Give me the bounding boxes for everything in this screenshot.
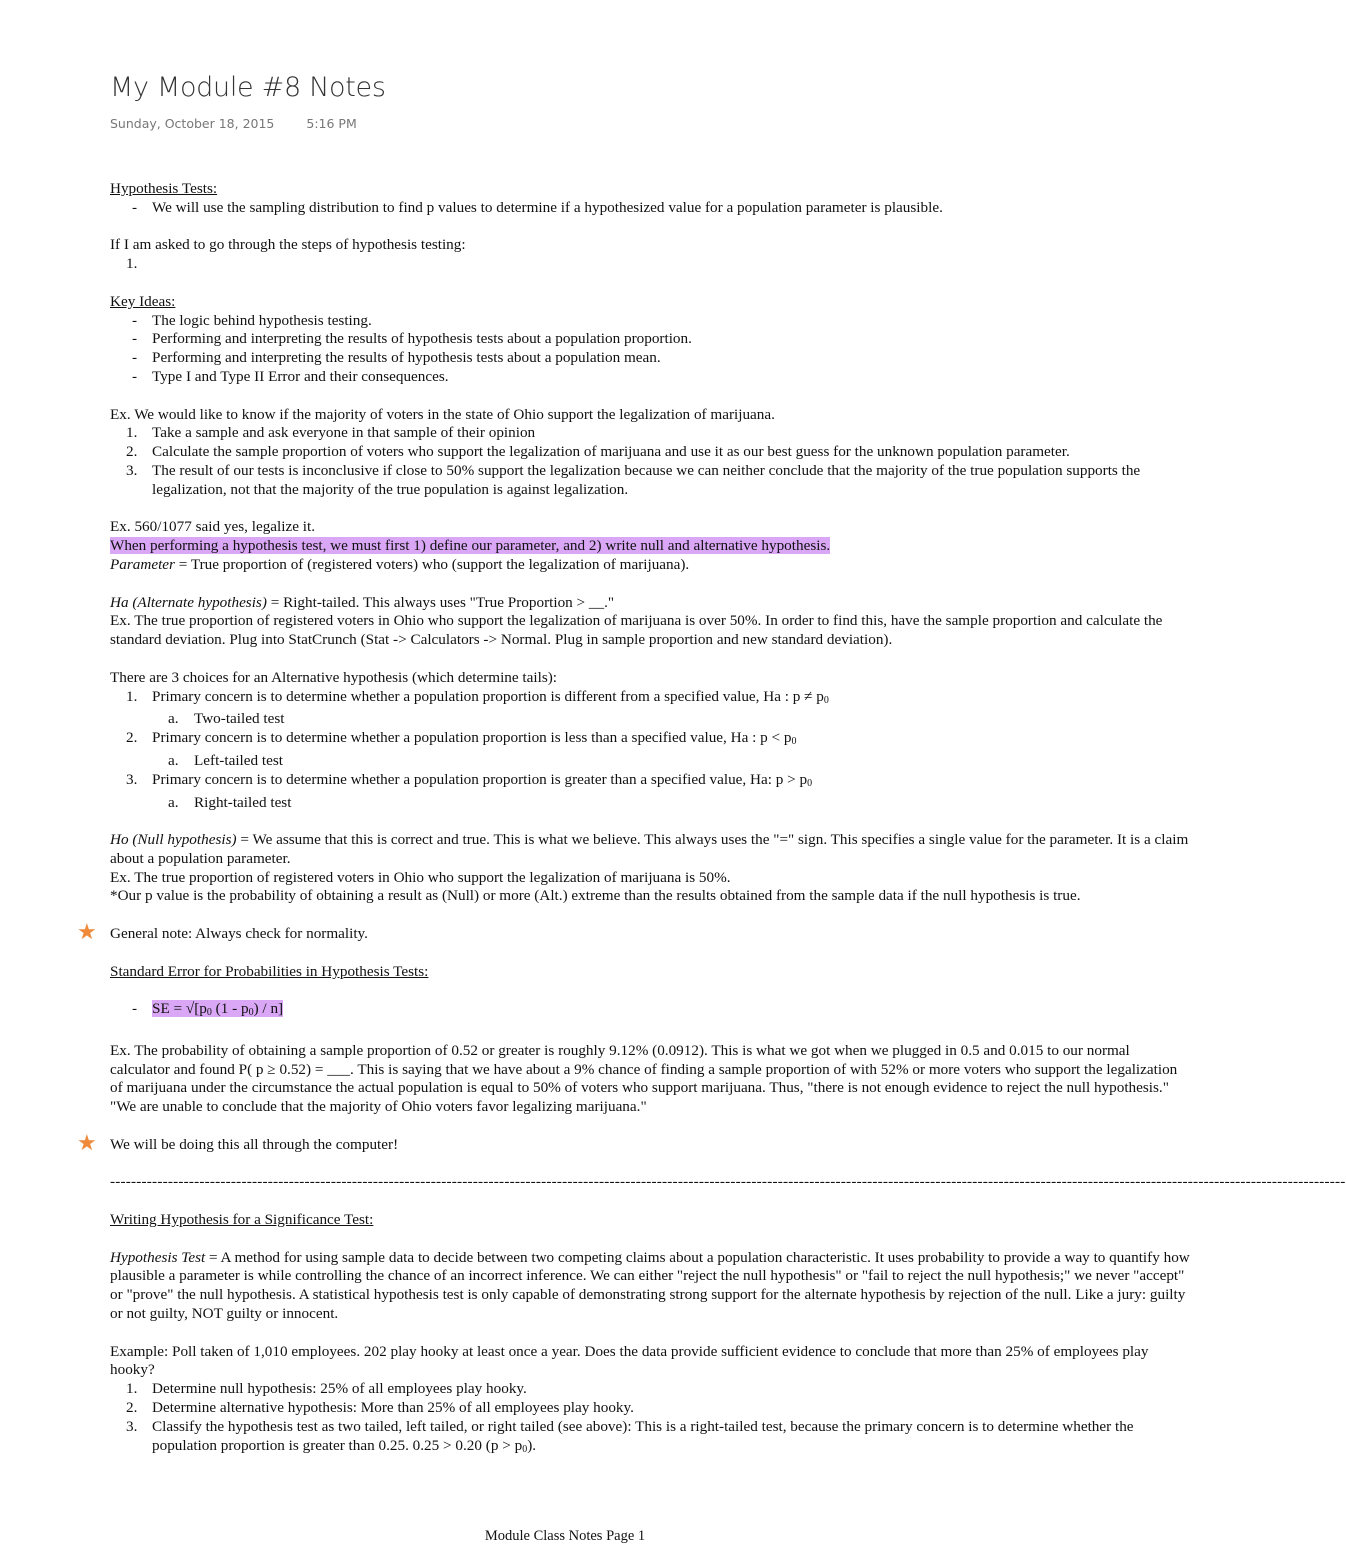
highlighted-paragraph xyxy=(110,537,1190,556)
paragraph xyxy=(110,556,1190,575)
star-icon: ★ xyxy=(77,1130,97,1156)
section-heading: Hypothesis Tests: xyxy=(110,180,218,197)
list-item: - Type I and Type II Error and their consequences. xyxy=(110,368,1190,387)
page-title: My Module #8 Notes xyxy=(110,72,386,103)
term-label: Parameter xyxy=(110,555,175,573)
subscript: 0 xyxy=(807,777,813,789)
note-content[interactable] xyxy=(77,180,1346,1459)
paragraph xyxy=(110,594,1190,613)
list-item xyxy=(110,462,1190,500)
list-number: 3. xyxy=(126,461,138,479)
term-label: Hypothesis Test xyxy=(110,1248,206,1266)
list-item: - The logic behind hypothesis testing. xyxy=(110,312,1190,331)
sub-list xyxy=(152,794,1190,813)
bullet-list xyxy=(110,199,1190,218)
paragraph: There are 3 choices for an Alternative hypothesis (which determine tails): xyxy=(110,668,558,686)
list-number: 1. xyxy=(126,255,138,273)
term-definition: = True proportion of (registered voters) who (support the legalization of marijuana). xyxy=(174,555,690,573)
list-item xyxy=(152,710,1190,729)
list-item: - Performing and interpreting the results of hypothesis tests about a population proportion. xyxy=(110,330,1190,349)
list-letter: a. xyxy=(168,793,179,811)
paragraph: Ex. We would like to know if the majority of voters in the state of Ohio support the legalization of marijuana. xyxy=(110,405,775,423)
list-item xyxy=(110,1418,1190,1460)
section-heading: Key Ideas: xyxy=(110,292,176,310)
list-number: 2. xyxy=(126,1399,138,1416)
highlight-text: When performing a hypothesis test, we must first 1) define our parameter, and 2) write null and alternative hypothesis. xyxy=(110,537,831,555)
subscript: 0 xyxy=(823,694,829,706)
separator-line: ------------------------------------------------------------------------------------------------------------------------------------------------------------------------------------------------------------------------------------------- xyxy=(110,1173,1346,1191)
list-number: 2. xyxy=(126,729,138,747)
list-item xyxy=(110,424,1190,443)
numbered-list xyxy=(110,688,1190,813)
se-formula: SE = $√[p_0$ $(1 - p_0) / n$] xyxy=(152,1000,284,1019)
list-text: The result of our tests is inconclusive if close to 50% support the legalization because we can neither conclude that the majority of the true population supports the legalization, not that the majority of the true population is against legalization. xyxy=(152,461,1141,498)
term-label: Ha (Alternate hypothesis) xyxy=(110,593,267,611)
list-letter: a. xyxy=(168,710,179,728)
paragraph: Ex. The true proportion of registered voters in Ohio who support the legalization of marijuana is 50%. xyxy=(110,868,731,886)
paragraph: Example: Poll taken of 1,010 employees. 202 play hooky at least once a year. Does the data provide sufficient evidence to conclude that more than 25% of employees play hooky? xyxy=(110,1342,1149,1379)
list-number: 2. xyxy=(126,443,138,461)
section-heading: Writing Hypothesis for a Significance Test: xyxy=(110,1211,374,1229)
term-label: Ho (Null hypothesis) xyxy=(110,831,237,849)
list-item: - Performing and interpreting the results of hypothesis tests about a population mean. xyxy=(110,349,1190,368)
paragraph xyxy=(110,1249,1190,1324)
footer-text: Module Class Notes Page 1 xyxy=(484,1528,646,1544)
list-text: Left-tailed test xyxy=(194,751,283,769)
list-number: 1. xyxy=(126,687,138,705)
term-definition: = We assume that this is correct and true. This is what we believe. This always uses the "=" sign. This specifies a single value for the parameter. It is a claim about a population parameter. xyxy=(110,831,1189,867)
star-icon: ★ xyxy=(77,920,97,946)
list-item xyxy=(110,1380,1190,1399)
list-letter: a. xyxy=(168,751,179,769)
list-text: Take a sample and ask everyone in that sample of their opinion xyxy=(152,424,536,442)
paragraph xyxy=(110,831,1190,869)
note-text: General note: Always check for normality. xyxy=(110,925,368,943)
list-item xyxy=(152,752,1190,771)
bullet-list xyxy=(110,312,1190,387)
starred-note xyxy=(77,1130,1190,1156)
list-text: Classify the hypothesis test as two tailed, left tailed, or right tailed (see above): This is a right-tailed test, because the primary concern is to determine whether the population proportion is greater than 0.25. 0.25 > 0.20 (p > p xyxy=(152,1417,1134,1454)
list-item xyxy=(110,729,1190,771)
page-date: Sunday, October 18, 2015 xyxy=(110,116,275,131)
numbered-list xyxy=(110,1380,1190,1459)
subscript: 0 xyxy=(522,1443,528,1455)
note-text: We will be doing this all through the computer! xyxy=(110,1135,399,1153)
sub-list xyxy=(152,710,1190,729)
paragraph: Ex. 560/1077 said yes, legalize it. xyxy=(110,518,315,536)
paragraph: If I am asked to go through the steps of hypothesis testing: xyxy=(110,236,466,254)
paragraph: Ex. The true proportion of registered voters in Ohio who support the legalization of marijuana is over 50%. In order to find this, have the sample proportion and calculate the standard deviation. Plug into StatCrunch (Stat -> Calculators -> Normal. Plug in sample proportion and new standard deviation). xyxy=(110,612,1163,649)
list-text: Primary concern is to determine whether a population proportion is greater than a specified value, Ha: p > p xyxy=(152,770,808,788)
list-text: Primary concern is to determine whether a population proportion is different from a specified value, Ha : p ≠ p xyxy=(152,687,824,705)
numbered-list xyxy=(110,424,1190,499)
list-text: Primary concern is to determine whether a population proportion is less than a specified value, Ha : p < p xyxy=(152,729,792,747)
numbered-list xyxy=(110,255,1190,274)
list-number: 3. xyxy=(126,770,138,788)
list-item xyxy=(110,688,1190,730)
list-item: - We will use the sampling distribution to find p values to determine if a hypothesized value for a population parameter is plausible. xyxy=(110,199,1190,218)
term-definition: = A method for using sample data to decide between two competing claims about a population characteristic. It uses probability to provide a way to quantify how plausible a parameter is while controlling the chance of an incorrect inference. We can either "reject the null hypothesis" or "fail to reject the null hypothesis;" we never "accept" or "prove" the null hypothesis. A statistical hypothesis test is only capable of demonstrating strong support for the alternate hypothesis by rejection of the null. Like a jury: guilty or not guilty, NOT guilty or innocent. xyxy=(110,1248,1190,1323)
list-item xyxy=(110,1399,1190,1418)
list-item xyxy=(110,771,1190,813)
list-item xyxy=(110,443,1190,462)
page-time: 5:16 PM xyxy=(306,116,357,131)
sub-list xyxy=(152,752,1190,771)
starred-note xyxy=(77,920,1190,946)
list-item xyxy=(110,255,1190,274)
list-text: Calculate the sample proportion of voters who support the legalization of marijuana and use it as our best guess for the unknown population parameter. xyxy=(152,443,1070,461)
subscript: 0 xyxy=(791,736,797,748)
list-number: 1. xyxy=(126,424,138,442)
paragraph: *Our p value is the probability of obtaining a result as (Null) or more (Alt.) extreme than the results obtained from the sample data if the null hypothesis is true. xyxy=(110,887,1081,905)
list-text-tail: ). xyxy=(527,1436,537,1454)
list-text: Right-tailed test xyxy=(194,793,292,811)
list-text: Determine null hypothesis: 25% of all employees play hooky. xyxy=(152,1380,527,1398)
section-heading: Standard Error for Probabilities in Hypothesis Tests: xyxy=(110,962,429,980)
page-footer xyxy=(0,1528,1200,1545)
term-definition: = Right-tailed. This always uses "True Proportion > __." xyxy=(266,593,615,611)
paragraph: Ex. The probability of obtaining a sample proportion of 0.52 or greater is roughly 9.12% (0.0912). This is what we got when we plugged in 0.5 and 0.015 to our normal calculator and found P( p ≥ 0.52) = ___. This is saying that we have about a 9% chance of finding a sample proportion of with 52% or more voters who support the legalization of marijuana under the circumstance the actual population is equal to 50% of voters who support marijuana. Thus, "there is not enough evidence to reject the null hypothesis." "We are unable to conclude that the majority of Ohio voters favor legalizing marijuana." xyxy=(110,1041,1178,1116)
list-number: 3. xyxy=(126,1417,138,1435)
formula-item xyxy=(110,1000,1190,1023)
list-text: Determine alternative hypothesis: More than 25% of all employees play hooky. xyxy=(152,1399,634,1416)
page-timestamp xyxy=(110,116,357,131)
list-number: 1. xyxy=(126,1380,138,1398)
bullet-list xyxy=(110,1000,1190,1023)
list-item xyxy=(152,794,1190,813)
list-text: Two-tailed test xyxy=(194,710,285,728)
